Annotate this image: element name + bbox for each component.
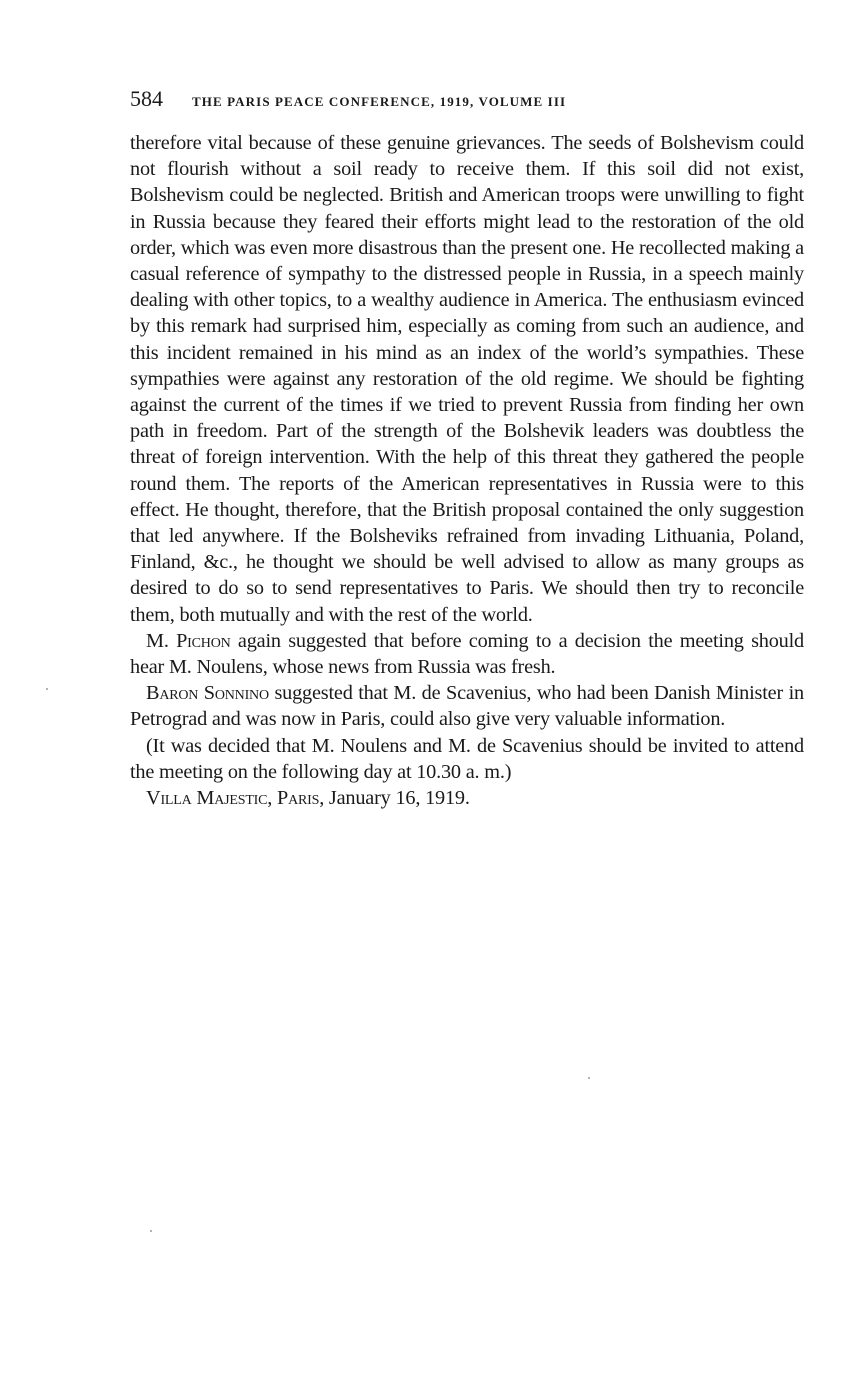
signoff-line xyxy=(130,785,804,811)
speaker-name: Baron Sonnino xyxy=(146,682,269,705)
running-head xyxy=(130,86,804,116)
paragraph-continuation: therefore vital because of these genuine grievances. The seeds of Bolshevism could not flourish without a soil ready to receive them. If this soil did not exist, Bolshevism could be neglected. British and American troops were unwilling to fight in Russia because they feared their efforts might lead to the restoration of the old order, which was even more disastrous than the present one. He recollected making a casual reference of sympathy to the distressed people in Russia, in a speech mainly dealing with other topics, to a wealthy audience in America. The enthusiasm evinced by this remark had surprised him, especially as coming from such an audience, and this incident remained in his mind as an index of the world’s sympathies. These sympathies were against any restoration of the old regime. We should be fighting against the current of the times if we tried to prevent Russia from finding her own path in freedom. Part of the strength of the Bolshevik leaders was doubtless the threat of foreign intervention. With the help of this threat they gathered the people round them. The reports of the American representatives in Russia were to this effect. He thought, therefore, that the British proposal contained the only suggestion that led anywhere. If the Bolsheviks refrained from invading Lithuania, Poland, Finland, &c., he thought we should be well advised to allow as many groups as desired to do so to send representatives to Paris. We should then try to reconcile them, both mutually and with the rest of the world. xyxy=(130,132,804,626)
page-number: 584 xyxy=(130,86,163,111)
paragraph-pichon xyxy=(130,628,804,680)
paragraph-text: again suggested that before coming to a decision the meeting should hear M. Noulens, whose news from Russia was fresh. xyxy=(130,629,804,679)
body-text xyxy=(130,130,804,811)
signoff-place: Villa Majestic, Paris, xyxy=(146,787,325,810)
running-title: THE PARIS PEACE CONFERENCE, 1919, VOLUME III xyxy=(192,94,567,109)
document-page xyxy=(130,86,804,811)
scan-speck xyxy=(150,1230,152,1232)
signoff-date: January 16, 1919. xyxy=(324,787,470,810)
speaker-name: M. Pichon xyxy=(146,629,231,652)
paragraph-text: suggested that M. de Scavenius, who had been Danish Minister in Petrograd and was now in Paris, could also give very valuable information. xyxy=(130,682,804,731)
scan-speck xyxy=(588,1077,590,1079)
scan-speck xyxy=(46,688,48,690)
paragraph-decision: (It was decided that M. Noulens and M. de Scavenius should be invited to attend the meeting on the following day at 10.30 a. m.) xyxy=(130,734,804,783)
paragraph-sonnino xyxy=(130,680,804,732)
